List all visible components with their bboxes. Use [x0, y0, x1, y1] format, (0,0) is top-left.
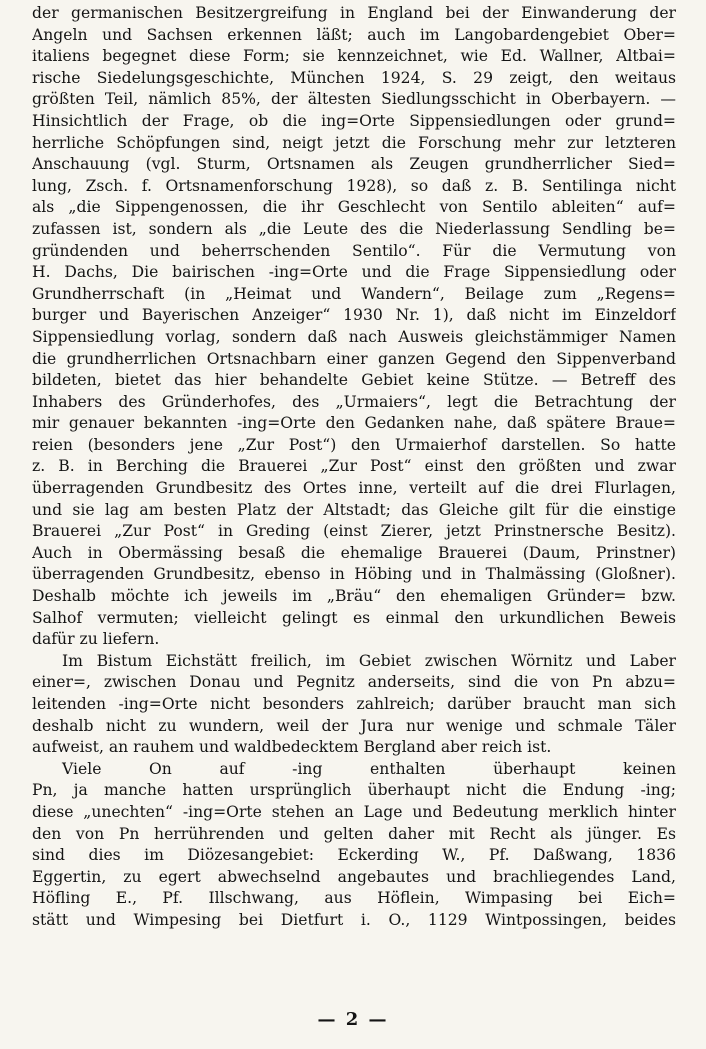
text-line: die grundherrlichen Ortsnachbarn einer ganzen Gegend den Sippenverband	[32, 349, 676, 368]
paragraph-2	[32, 651, 676, 759]
text-line: einer=, zwischen Donau und Pegnitz anderseits, sind die von Pn abzu=	[32, 673, 676, 692]
text-line: Hinsichtlich der Frage, ob die ing=Orte Sippensiedlungen oder grund=	[32, 111, 676, 130]
text-line: z. B. in Berching die Brauerei „Zur Post“ einst den größten und zwar	[32, 457, 676, 476]
text-line: größten Teil, nämlich 85%, der ältesten Siedlungsschicht in Oberbayern. —	[32, 90, 676, 109]
paragraph-1	[32, 3, 676, 651]
text-line: zufassen ist, sondern als „die Leute des die Niederlassung Sendling be=	[32, 219, 676, 238]
text-line: Grundherrschaft (in „Heimat und Wandern“, Beilage zum „Regens=	[32, 284, 676, 303]
text-line: Brauerei „Zur Post“ in Greding (einst Zierer, jetzt Prinstnersche Besitz).	[32, 522, 676, 541]
text-line: Deshalb möchte ich jeweils im „Bräu“ den ehemaligen Gründer= bzw.	[32, 587, 676, 606]
text-line: herrliche Schöpfungen sind, neigt jetzt die Forschung mehr zur letzteren	[32, 133, 676, 152]
text-line: Pn, ja manche hatten ursprünglich überhaupt nicht die Endung -ing;	[32, 781, 676, 800]
text-line: gründenden und beherrschenden Sentilo“. Für die Vermutung von	[32, 241, 676, 260]
text-line: lung, Zsch. f. Ortsnamenforschung 1928), so daß z. B. Sentilinga nicht	[32, 176, 676, 195]
text-line: den von Pn herrührenden und gelten daher mit Recht als jünger. Es	[32, 824, 676, 843]
text-line: überragenden Grundbesitz des Ortes inne, verteilt auf die drei Flurlagen,	[32, 479, 676, 498]
text-line: italiens begegnet diese Form; sie kennzeichnet, wie Ed. Wallner, Altbai=	[32, 47, 676, 66]
text-line: dafür zu liefern.	[32, 630, 160, 649]
text-line: Viele On auf -ing enthalten überhaupt keinen	[62, 759, 676, 778]
text-line: aufweist, an rauhem und waldbedecktem Bergland aber reich ist.	[32, 738, 552, 757]
text-line: Sippensiedlung vorlag, sondern daß nach Ausweis gleichstämmiger Namen	[32, 327, 676, 346]
text-line: sind dies im Diözesangebiet: Eckerding W., Pf. Daßwang, 1836	[32, 846, 676, 865]
text-line: überragenden Grundbesitz, ebenso in Höbing und in Thalmässing (Gloßner).	[32, 565, 676, 584]
text-line: und sie lag am besten Platz der Altstadt; das Gleiche gilt für die einstige	[32, 500, 676, 519]
text-line: Auch in Obermässing besaß die ehemalige Brauerei (Daum, Prinstner)	[32, 543, 676, 562]
text-line: Höfling E., Pf. Illschwang, aus Höflein, Wimpasing bei Eich=	[32, 889, 676, 908]
text-line: reien (besonders jene „Zur Post“) den Urmaierhof darstellen. So hatte	[32, 435, 676, 454]
text-line: burger und Bayerischen Anzeiger“ 1930 Nr. 1), daß nicht im Einzeldorf	[32, 306, 676, 325]
page-number: — 2 —	[317, 1009, 389, 1030]
paragraph-3	[32, 759, 676, 932]
text-line: Anschauung (vgl. Sturm, Ortsnamen als Zeugen grundherrlicher Sied=	[32, 155, 676, 174]
text-line: H. Dachs, Die bairischen -ing=Orte und die Frage Sippensiedlung oder	[32, 263, 676, 282]
text-line: Salhof vermuten; vielleicht gelingt es einmal den urkundlichen Beweis	[32, 608, 676, 627]
text-line: stätt und Wimpesing bei Dietfurt i. O., 1129 Wintpossingen, beides	[32, 910, 676, 929]
text-line: mir genauer bekannten -ing=Orte den Gedanken nahe, daß spätere Braue=	[32, 414, 676, 433]
text-line: leitenden -ing=Orte nicht besonders zahlreich; darüber braucht man sich	[32, 695, 676, 713]
text-line: Eggertin, zu egert abwechselnd angebautes und brachliegendes Land,	[32, 867, 676, 886]
text-line: bildeten, bietet das hier behandelte Gebiet keine Stütze. — Betreff des	[32, 371, 676, 390]
text-line: deshalb nicht zu wundern, weil der Jura nur wenige und schmale Täler	[32, 716, 676, 735]
text-line: Angeln und Sachsen erkennen läßt; auch im Langobardengebiet Ober=	[32, 25, 676, 44]
text-line: Inhabers des Gründerhofes, des „Urmaiers“, legt die Betrachtung der	[32, 392, 676, 411]
text-line: als „die Sippengenossen, die ihr Geschlecht von Sentilo ableiten“ auf=	[32, 198, 676, 217]
text-line: der germanischen Besitzergreifung in England bei der Einwanderung der	[32, 4, 676, 22]
text-line: rische Siedelungsgeschichte, München 1924, S. 29 zeigt, den weitaus	[32, 68, 676, 87]
text-line: Im Bistum Eichstätt freilich, im Gebiet zwischen Wörnitz und Laber	[62, 651, 676, 670]
body-text	[32, 3, 676, 932]
text-line: diese „unechten“ -ing=Orte stehen an Lage und Bedeutung merklich hinter	[32, 802, 676, 821]
